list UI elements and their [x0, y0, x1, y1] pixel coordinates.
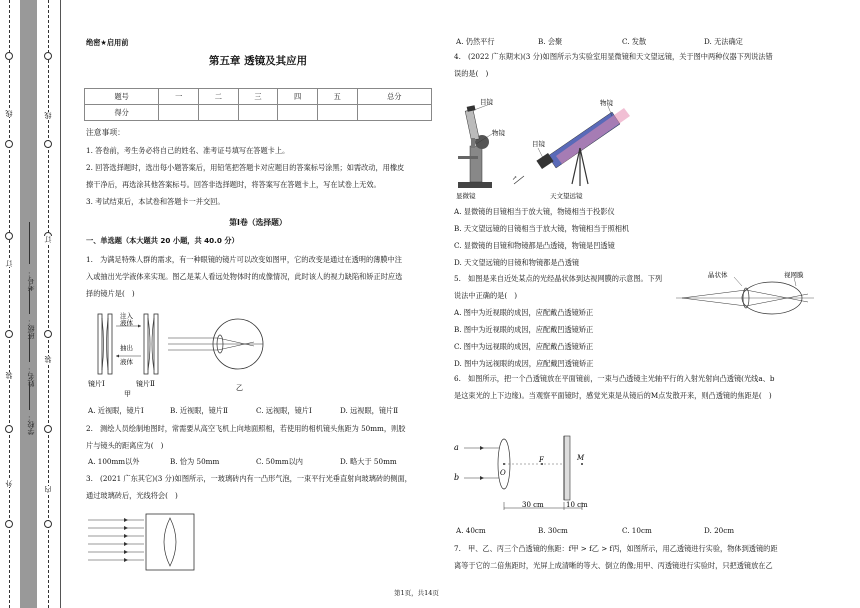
circle-mark: [5, 232, 13, 240]
telescope-label: 天文望远镜: [550, 192, 583, 200]
telescope-eyepiece-label: 目镜: [532, 140, 545, 148]
margin-label-line: 线: [5, 110, 13, 117]
circle-mark: [44, 140, 52, 148]
q3-option-c[interactable]: C. 发散: [622, 37, 647, 46]
crystalline-lens-label: 晶状体: [708, 271, 728, 279]
microscope-label: 显微镜: [456, 192, 476, 200]
arrowhead-icons: [124, 518, 128, 562]
lens-1-label: 镜片Ⅰ: [88, 380, 105, 388]
part-title: 一、单选题（本大题共 20 小题，共 40.0 分）: [86, 236, 239, 245]
distance-10cm: 10 cm: [566, 501, 588, 509]
field-exam-number: 考号：: [27, 270, 35, 291]
binding-margin-outer: [0, 0, 20, 608]
microscope-objective-label: 物镜: [492, 129, 505, 137]
question-6: [454, 370, 804, 404]
page-footer: 第1页，共14页: [394, 589, 439, 597]
field-name-line[interactable]: [29, 334, 30, 362]
question-3: [86, 470, 436, 504]
score-cell[interactable]: [278, 105, 318, 121]
microscope-icon: [458, 105, 492, 188]
q4-option-a[interactable]: A. 显微镜的目镜相当于放大镜，物镜相当于投影仪: [454, 207, 615, 216]
q5-option-b[interactable]: B. 图中为近视眼的成因，应配戴凹透镜矫正: [454, 325, 594, 334]
label-m: M: [577, 454, 585, 462]
circle-mark: [44, 330, 52, 338]
score-header-cell: 总分: [357, 89, 431, 105]
field-class-line[interactable]: [29, 288, 30, 314]
question-line: 误的是( ): [454, 69, 489, 78]
page-title: 第五章 透镜及其应用: [208, 55, 308, 67]
section-title: 第Ⅰ卷（选择题）: [229, 218, 287, 227]
question-line: 7. 甲、乙、丙三个凸透镜的焦距：f甲 > f乙 > f丙，如图所示，用乙透镜进行实验，物体到透镜的距: [454, 544, 778, 553]
notice-item: 2. 回答选择题时，选出每小题答案后，用铅笔把答题卡对应题目的答案标号涂黑；如需改动，用橡皮: [86, 163, 405, 172]
question-2: [86, 420, 436, 454]
question-line: 6. 如图所示，把一个凸透镜放在平面镜前，一束与凸透镜主光轴平行的入射光射向凸透镜(光线a、b: [454, 374, 775, 383]
field-name: 姓名：: [27, 366, 35, 387]
arrowhead-icon: [116, 355, 119, 358]
plane-mirror-icon: [564, 436, 570, 500]
figure-jia-label: 甲: [124, 390, 131, 398]
score-header-cell: 四: [278, 89, 318, 105]
circle-mark: [44, 425, 52, 433]
lens-2-convex-icon: [148, 318, 154, 370]
q4-option-c[interactable]: C. 显微镜的目镜和物镜都是凸透镜，物镜是凹透镜: [454, 241, 615, 250]
arrowhead-icon: [138, 325, 141, 328]
q1-option-d[interactable]: D. 远视眼，镜片Ⅱ: [340, 406, 399, 415]
score-header-cell: 五: [317, 89, 357, 105]
q2-option-c[interactable]: C. 50mm以内: [256, 457, 303, 466]
q3-option-a[interactable]: A. 仍然平行: [456, 37, 495, 46]
figure-q4-microscope-telescope: [452, 98, 642, 200]
telescope-icon: [536, 108, 630, 186]
lens-2-frame-left: [144, 314, 148, 374]
question-line: 5. 如图是来自近处某点的光经晶状体到达视网膜的示意图。下列: [454, 274, 663, 283]
field-school-line[interactable]: [29, 382, 30, 410]
figure-yi-label: 乙: [236, 384, 243, 392]
question-7: [454, 540, 804, 574]
score-header-cell: 三: [238, 89, 278, 105]
score-cell[interactable]: [199, 105, 239, 121]
arrowhead-icon: [480, 446, 484, 480]
q6-option-b[interactable]: B. 30cm: [538, 526, 568, 535]
question-line: 2. 测绘人员绘制地图时，常需要从高空飞机上向地面照相，若使用的相机镜头焦距为 50mm，则胶: [86, 424, 406, 433]
figure-q1-glasses-eye: [86, 308, 296, 400]
secret-mark: 绝密★启用前: [86, 38, 129, 47]
question-line: 说法中正确的是( ): [454, 291, 518, 300]
notice-item: 3. 考试结束后，本试卷和答题卡一并交回。: [86, 197, 225, 206]
label-f: F: [539, 456, 544, 464]
dashed-cut-line: [48, 0, 49, 608]
q5-option-a[interactable]: A. 图中为近视眼的成因，应配戴凸透镜矫正: [454, 308, 594, 317]
figure-q6-lens-mirror: [452, 432, 602, 516]
q1-option-c[interactable]: C. 远视眼，镜片Ⅰ: [256, 406, 312, 415]
ray-b-label: b: [454, 473, 460, 482]
score-table: [84, 88, 432, 121]
extract-label-1: 抽出: [120, 344, 133, 352]
q3-option-b[interactable]: B. 会聚: [538, 37, 563, 46]
figure-q3-glass-block: [88, 512, 220, 574]
lens-2-label: 镜片Ⅱ: [136, 380, 155, 388]
question-line: 片与镜头的距离应为( ): [86, 441, 164, 450]
margin-label-bind-inner: 订: [44, 236, 52, 243]
margin-label-line-inner: 线: [44, 112, 52, 119]
circle-mark: [5, 52, 13, 60]
q2-option-b[interactable]: B. 恰为 50mm: [170, 457, 220, 466]
q4-option-d[interactable]: D. 天文望远镜的目镜和物镜都是凸透镜: [454, 258, 580, 267]
lens-1-frame-left: [98, 314, 102, 374]
extract-label-2: 液体: [120, 358, 133, 366]
margin-label-bind: 订: [5, 260, 13, 267]
q2-option-d[interactable]: D. 略大于 50mm: [340, 457, 397, 466]
circle-mark: [44, 52, 52, 60]
circle-mark: [44, 520, 52, 528]
distance-30cm: 30 cm: [522, 501, 544, 509]
notice-list: [86, 142, 436, 210]
question-1: [86, 251, 436, 302]
question-line: 通过玻璃砖后，光线将会( ): [86, 491, 178, 500]
question-line: 4. (2022 广东期末)(3 分)如图所示为实验室用显微镜和天文望远镜，关于图中两种仪器下列说法错: [454, 52, 773, 61]
label-o: O: [500, 469, 506, 477]
question-line: 1. 为满足特殊人群的需求，有一种眼镜的镜片可以改变如图甲，它的改变是通过在透明的薄膜中注: [86, 255, 402, 264]
margin-label-outer: 外: [5, 480, 13, 487]
margin-label-inner: 内: [44, 486, 52, 493]
q1-option-b[interactable]: B. 近视眼，镜片Ⅱ: [170, 406, 228, 415]
telescope-objective-label: 物镜: [600, 99, 613, 107]
q4-option-b[interactable]: B. 天文望远镜的目镜相当于放大镜，物镜相当于照相机: [454, 224, 630, 233]
question-5: [454, 270, 694, 304]
circle-mark: [5, 330, 13, 338]
question-line: 入或抽出光学液体来实现。图乙是某人看远处物体时的成像情况，此时该人的视力缺陷和矫正时应选: [86, 272, 403, 281]
score-cell[interactable]: [238, 105, 278, 121]
question-line: 离等于它的二倍焦距时，光屏上成清晰的等大、倒立的像;用甲、丙透镜进行实验时，只把透镜放在乙: [454, 561, 773, 570]
refracted-ray: [218, 338, 254, 346]
inject-label-2: 液体: [120, 319, 133, 327]
question-line: 3. (2021 广东其它)(3 分)如图所示，一玻璃砖内有一凸形气泡，一束平行光垂直射向玻璃砖的侧面，: [86, 474, 412, 483]
lens-1-frame-right: [108, 314, 112, 374]
score-header-cell: 二: [199, 89, 239, 105]
q3-option-d[interactable]: D. 无法确定: [704, 37, 743, 46]
score-row-label: 得分: [85, 105, 159, 121]
q6-option-c[interactable]: C. 10cm: [622, 526, 652, 535]
field-class: 班级：: [27, 318, 35, 339]
ray-a-label: a: [454, 443, 459, 452]
lens-1-concave-icon: [102, 318, 108, 370]
object-arrow-icon: ↗: [512, 175, 518, 182]
score-header-cell: 一: [159, 89, 199, 105]
dashed-cut-line: [9, 0, 10, 608]
question-line: 择的镜片是( ): [86, 289, 135, 298]
score-cell[interactable]: [317, 105, 357, 121]
circle-mark: [5, 520, 13, 528]
field-school: 学校：: [27, 414, 35, 435]
light-ray: [682, 290, 746, 298]
circle-mark: [5, 425, 13, 433]
retina-label: 视网膜: [784, 271, 804, 279]
microscope-eyepiece-label: 目镜: [480, 98, 493, 106]
figure-q5-eye-diagram: [676, 268, 822, 318]
q6-option-d[interactable]: D. 20cm: [704, 526, 735, 535]
field-exam-number-line[interactable]: [29, 222, 30, 264]
q4-options: [454, 203, 804, 271]
score-cell[interactable]: [357, 105, 431, 121]
notice-title: 注意事项：: [86, 128, 125, 137]
score-cell[interactable]: [159, 105, 199, 121]
virtual-point-dot: [581, 463, 583, 465]
q5-option-c[interactable]: C. 图中为远视眼的成因，应配戴凸透镜矫正: [454, 342, 594, 351]
notice-item: 擦干净后，再选涂其他答案标号。回答非选择题时，将答案写在答题卡上，写在试卷上无效。: [86, 180, 381, 189]
binding-margin-inner: [37, 0, 61, 608]
refracted-ray: [218, 342, 254, 350]
q1-option-a[interactable]: A. 近视眼，镜片Ⅰ: [88, 406, 144, 415]
q5-option-d[interactable]: D. 图中为远视眼的成因，应配戴凹透镜矫正: [454, 359, 594, 368]
q6-option-a[interactable]: A. 40cm: [456, 526, 486, 535]
margin-label-pack-inner: 装: [44, 356, 52, 363]
score-table-header-row: [85, 89, 432, 105]
optical-center-dot: [503, 463, 505, 465]
circle-mark: [5, 140, 13, 148]
parallel-rays: [88, 520, 144, 560]
lens-2-frame-right: [154, 314, 158, 374]
margin-label-pack: 装: [5, 372, 13, 379]
notice-item: 1. 答卷前，考生务必将自己的姓名、准考证号填写在答题卡上。: [86, 146, 290, 155]
inject-label-1: 注入: [120, 312, 133, 320]
question-4: [454, 48, 804, 82]
score-table-score-row: [85, 105, 432, 121]
q2-option-a[interactable]: A. 100mm以外: [88, 457, 140, 466]
question-line: 是这束光的上下边缘)。当观察平面镜时，感觉光束是从镜后的M点发散开来，则凸透镜的焦距是( ): [454, 391, 772, 400]
score-header-cell: 题号: [85, 89, 159, 105]
q5-options: [454, 304, 694, 372]
